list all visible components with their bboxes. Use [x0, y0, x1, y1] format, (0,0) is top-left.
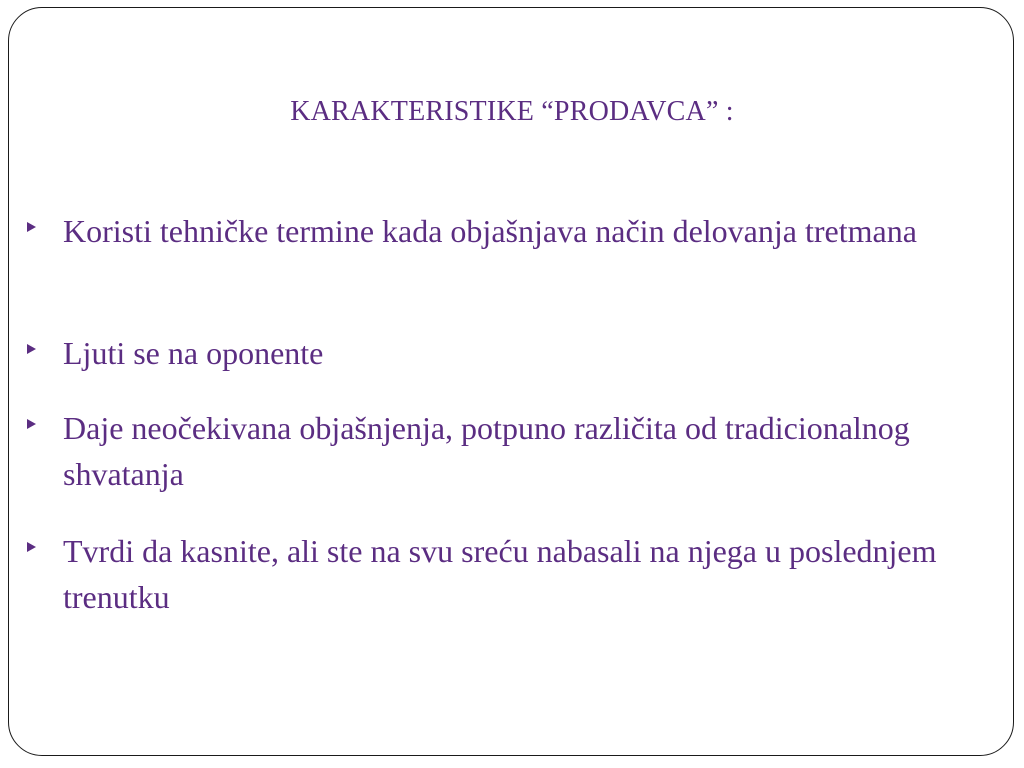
triangle-right-icon [27, 542, 36, 552]
triangle-right-icon [27, 419, 36, 429]
triangle-right-icon [27, 344, 36, 354]
slide-title: KARAKTERISTIKE “PRODAVCA” : [290, 96, 734, 127]
triangle-right-icon [27, 222, 36, 232]
bullet-text: Ljuti se na oponente [63, 335, 324, 371]
bullet-text: Koristi tehničke termine kada objašnjava način delovanja tretmana [63, 213, 917, 249]
bullet-text: Tvrdi da kasnite, ali ste na svu sreću nabasali na njega u poslednjem trenutku [63, 533, 937, 615]
bullet-text: Daje neočekivana objašnjenja, potpuno različita od tradicionalnog shvatanja [63, 410, 910, 492]
